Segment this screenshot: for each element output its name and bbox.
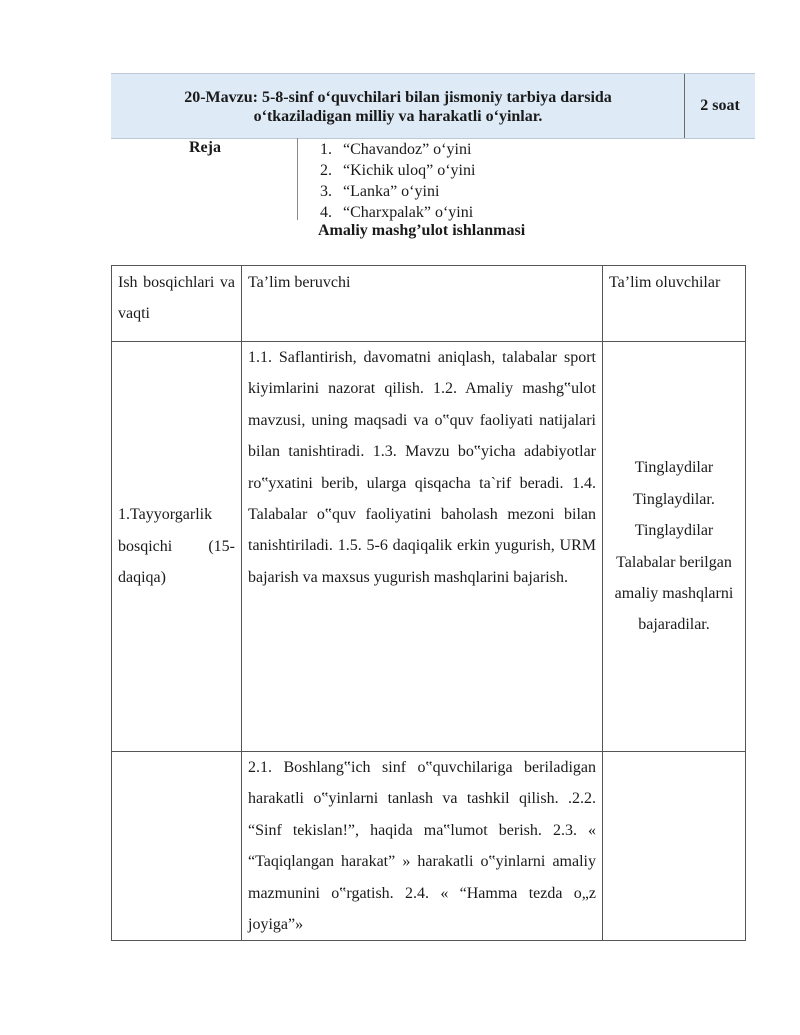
learners-cell: Tinglaydilar Tinglaydilar. Tinglaydilar Talabalar berilgan amaliy mashqlarni bajaradilar. — [603, 342, 746, 752]
section-subtitle: Amaliy mashg’ulot ishlanmasi — [318, 222, 526, 239]
plan-item-text: “Lanka” o‘yini — [343, 183, 440, 200]
plan-item-number: 4. — [320, 204, 332, 221]
topic-hours: 2 soat — [700, 97, 740, 114]
header-learners: Ta’lim oluvchilar — [603, 266, 746, 342]
plan-item-number: 3. — [320, 183, 332, 200]
plan-divider — [297, 138, 298, 220]
stage-cell: 1.Tayyorgarlik bosqichi (15-daqiqa) — [112, 342, 242, 752]
plan-item — [320, 181, 475, 202]
plan-item — [320, 202, 475, 223]
plan-list — [320, 139, 475, 223]
topic-title-line2: o‘tkaziladigan milliy va harakatli o‘yinlar. — [253, 108, 543, 125]
topic-header — [111, 73, 755, 139]
table-row — [112, 752, 746, 941]
learners-cell — [603, 752, 746, 941]
plan-item-text: “Kichik uloq” o‘yini — [343, 162, 476, 179]
plan-item — [320, 139, 475, 160]
plan-item-text: “Chavandoz” o‘yini — [343, 141, 472, 158]
topic-title — [111, 88, 685, 126]
teacher-cell: 1.1. Saflantirish, davomatni aniqlash, talabalar sport kiyimlarini nazorat qilish. 1.2. Amaliy mashg‟ulot mavzusi, uning maqsadi va o‟quv faoliyati natijalari bilan tanishtiradi. 1.3. Mavzu bo‟yicha adabiyotlar ro‟yxatini berib, ularga qisqacha ta`rif beradi. 1.4. Talabalar o‟quv faoliyatini baholash mezoni bilan tanishtiriladi. 1.5. 5-6 daqiqalik erkin yugurish, URM bajarish va maxsus yugurish mashqlarini bajarish. — [242, 342, 603, 752]
plan-item-number: 2. — [320, 162, 332, 179]
plan-item-number: 1. — [320, 141, 332, 158]
plan-item-text: “Charxpalak” o‘yini — [343, 204, 474, 221]
teacher-cell: 2.1. Boshlang‟ich sinf o‟quvchilariga beriladigan harakatli o‟yinlarni tanlash va tashkil qilish. .2.2. “Sinf tekislan!”, haqida ma‟lumot berish. 2.3. « “Taqiqlangan harakat” » harakatli o‟yinlarni amaliy mazmunini o‟rgatish. 2.4. « “Hamma tezda o„z joyiga”» — [242, 752, 603, 941]
plan-label: Reja — [189, 139, 221, 156]
table-header-row — [112, 266, 746, 342]
stage-cell — [112, 752, 242, 941]
header-stage: Ish bosqichlari va vaqti — [112, 266, 242, 342]
plan-item — [320, 160, 475, 181]
table-row — [112, 342, 746, 752]
lesson-table — [111, 265, 746, 941]
topic-title-line1: 20-Mavzu: 5-8-sinf o‘quvchilari bilan jismoniy tarbiya darsida — [184, 89, 612, 106]
header-teacher: Ta’lim beruvchi — [242, 266, 603, 342]
